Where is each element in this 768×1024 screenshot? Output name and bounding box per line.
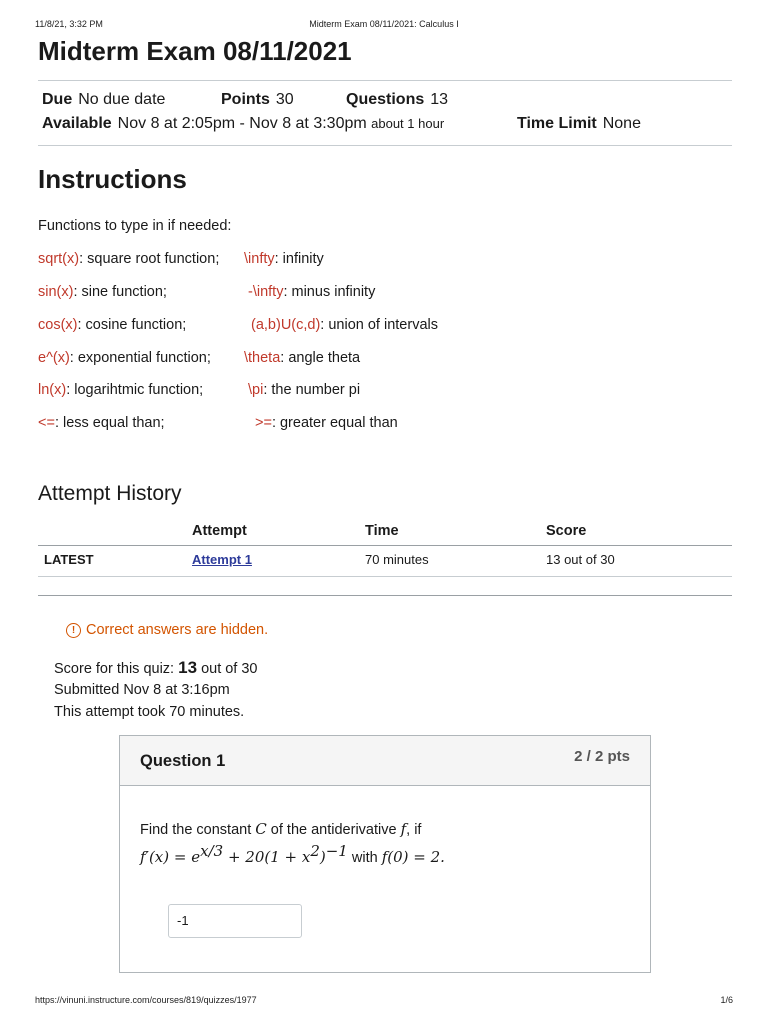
function-code: ln(x) bbox=[38, 382, 67, 398]
function-desc: : less equal than; bbox=[54, 415, 165, 431]
function-desc: : logarihtmic function; bbox=[66, 382, 204, 398]
equation-middle: + 20(1 + x bbox=[223, 847, 311, 866]
print-page-title: Midterm Exam 08/11/2021: Calculus I bbox=[309, 19, 459, 29]
question-points: 2 / 2 pts bbox=[574, 748, 630, 765]
function-code: \theta bbox=[244, 350, 281, 366]
math-var-f: f bbox=[400, 820, 407, 838]
function-code: \pi bbox=[248, 382, 264, 398]
instruction-row bbox=[38, 350, 211, 366]
table-header-divider bbox=[38, 545, 732, 546]
function-code: cos(x) bbox=[38, 317, 78, 333]
function-desc: : sine function; bbox=[73, 284, 167, 300]
instruction-row bbox=[255, 415, 398, 431]
equation-exponent: x/3 bbox=[200, 842, 224, 860]
score-out-of: out of 30 bbox=[201, 661, 258, 677]
instruction-row bbox=[38, 284, 167, 300]
attempt-time: 70 minutes bbox=[365, 552, 429, 567]
question-title: Question 1 bbox=[140, 752, 226, 770]
print-url: https://vinuni.instructure.com/courses/819/quizzes/1977 bbox=[35, 995, 257, 1005]
question-text-suffix: , if bbox=[406, 822, 422, 838]
function-desc: : infinity bbox=[274, 251, 324, 267]
questions-label: Questions bbox=[346, 91, 425, 108]
column-header-score: Score bbox=[546, 523, 587, 539]
instruction-row bbox=[248, 284, 375, 300]
score-label: Score for this quiz: bbox=[54, 661, 175, 677]
instructions-heading: Instructions bbox=[38, 164, 187, 194]
with-label: with bbox=[351, 849, 378, 866]
answers-hidden-notice bbox=[66, 622, 268, 638]
time-limit-label: Time Limit bbox=[517, 115, 597, 132]
time-limit-field bbox=[517, 115, 641, 133]
function-desc: : cosine function; bbox=[77, 317, 187, 333]
score-summary bbox=[54, 658, 258, 678]
instruction-row bbox=[38, 251, 219, 267]
available-duration: about 1 hour bbox=[371, 116, 445, 131]
score-value: 13 bbox=[178, 658, 198, 677]
questions-field bbox=[346, 91, 448, 109]
instruction-row bbox=[244, 251, 324, 267]
question-text bbox=[140, 820, 421, 838]
function-code: <= bbox=[38, 415, 55, 431]
function-desc: : union of intervals bbox=[320, 317, 438, 333]
instructions-intro: Functions to type in if needed: bbox=[38, 218, 232, 234]
submitted-info: Submitted Nov 8 at 3:16pm bbox=[54, 682, 230, 698]
due-label: Due bbox=[42, 91, 73, 108]
function-desc: : greater equal than bbox=[271, 415, 398, 431]
math-var-c: C bbox=[255, 820, 267, 838]
function-code: -\infty bbox=[248, 284, 284, 300]
due-field bbox=[42, 91, 165, 109]
attempt-score: 13 out of 30 bbox=[546, 552, 615, 567]
latest-label: LATEST bbox=[44, 552, 94, 567]
available-value: Nov 8 at 2:05pm - Nov 8 at 3:30pm bbox=[117, 115, 367, 132]
instruction-row bbox=[248, 382, 360, 398]
available-field bbox=[42, 115, 444, 133]
function-desc: : square root function; bbox=[79, 251, 220, 267]
hidden-notice-text: Correct answers are hidden. bbox=[86, 622, 269, 638]
answer-field[interactable]: -1 bbox=[168, 904, 302, 938]
function-desc: : exponential function; bbox=[69, 350, 211, 366]
question-text-mid: of the antiderivative bbox=[270, 822, 397, 838]
function-code: sin(x) bbox=[38, 284, 74, 300]
due-value: No due date bbox=[78, 91, 166, 108]
table-row-divider bbox=[38, 576, 732, 577]
equation-inverse: −1 bbox=[325, 842, 348, 860]
instruction-row bbox=[251, 317, 438, 333]
function-desc: : minus infinity bbox=[283, 284, 376, 300]
divider bbox=[38, 145, 732, 146]
question-text-prefix: Find the constant bbox=[140, 822, 252, 838]
function-code: \infty bbox=[244, 251, 275, 267]
function-code: e^(x) bbox=[38, 350, 70, 366]
equation-close: ) bbox=[319, 847, 326, 866]
column-header-time: Time bbox=[365, 523, 399, 539]
attempt-history-heading: Attempt History bbox=[38, 482, 182, 505]
instruction-row bbox=[38, 382, 203, 398]
print-datetime: 11/8/21, 3:32 PM bbox=[35, 19, 103, 29]
points-label: Points bbox=[221, 91, 270, 108]
initial-condition: f(0) = 2. bbox=[381, 847, 445, 866]
divider bbox=[38, 80, 732, 81]
function-code: (a,b)U(c,d) bbox=[251, 317, 321, 333]
duration-info: This attempt took 70 minutes. bbox=[54, 704, 245, 720]
function-code: >= bbox=[255, 415, 272, 431]
equation-lhs: f′(x) = e bbox=[140, 847, 201, 866]
question-header bbox=[120, 736, 650, 786]
question-equation bbox=[140, 842, 445, 866]
function-code: sqrt(x) bbox=[38, 251, 80, 267]
instruction-row bbox=[38, 317, 186, 333]
points-value: 30 bbox=[275, 91, 294, 108]
instruction-row bbox=[38, 415, 165, 431]
table-row-attempt bbox=[192, 552, 252, 567]
instruction-row bbox=[244, 350, 360, 366]
function-desc: : the number pi bbox=[263, 382, 361, 398]
print-page-number: 1/6 bbox=[720, 995, 733, 1005]
question-card bbox=[119, 735, 651, 973]
questions-value: 13 bbox=[430, 91, 449, 108]
equation-square: 2 bbox=[310, 842, 320, 860]
section-divider bbox=[38, 595, 732, 596]
attempt-link[interactable]: Attempt 1 bbox=[192, 552, 252, 567]
column-header-attempt: Attempt bbox=[192, 523, 247, 539]
function-desc: : angle theta bbox=[280, 350, 361, 366]
points-field bbox=[221, 91, 294, 109]
warning-icon: ! bbox=[66, 623, 81, 638]
time-limit-value: None bbox=[602, 115, 641, 132]
print-header bbox=[0, 19, 768, 31]
available-label: Available bbox=[42, 115, 112, 132]
page-title: Midterm Exam 08/11/2021 bbox=[38, 36, 352, 66]
